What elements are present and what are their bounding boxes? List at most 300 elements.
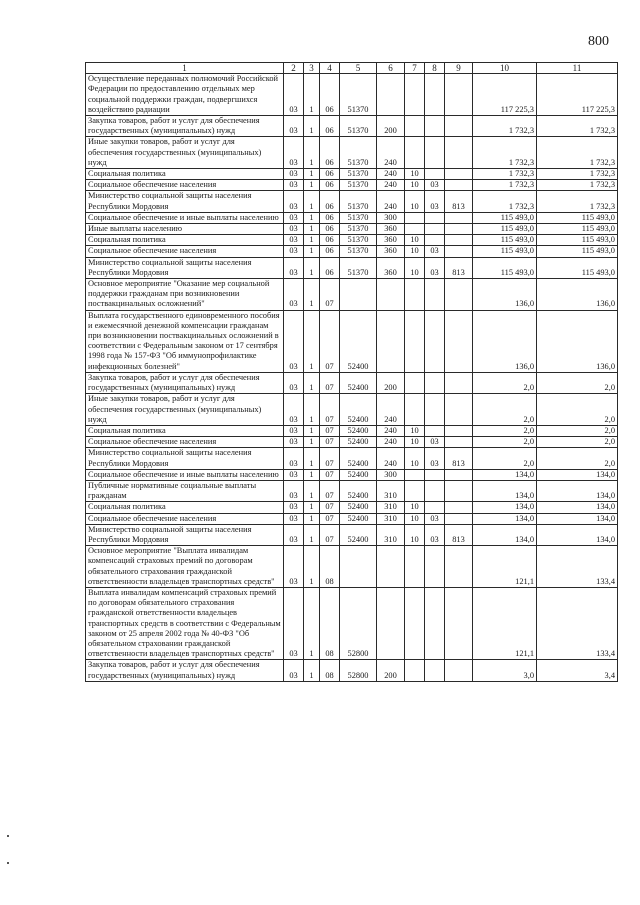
cell-col5: 52400 xyxy=(340,469,377,480)
table-row xyxy=(86,191,618,212)
cell-col2: 03 xyxy=(284,502,304,513)
cell-col6: 240 xyxy=(377,448,405,469)
cell-col9 xyxy=(445,180,473,191)
cell-col11: 134,0 xyxy=(537,524,618,545)
cell-col4: 07 xyxy=(320,480,340,501)
cell-col5: 51370 xyxy=(340,74,377,116)
cell-name: Закупка товаров, работ и услуг для обеспечения государственных (муниципальных) нужд xyxy=(86,372,284,393)
cell-col7: 10 xyxy=(405,169,425,180)
cell-col4: 07 xyxy=(320,394,340,426)
header-cell-10: 10 xyxy=(473,63,537,74)
cell-col3: 1 xyxy=(304,513,320,524)
cell-col10: 115 493,0 xyxy=(473,257,537,278)
table-row xyxy=(86,310,618,372)
cell-col9 xyxy=(445,74,473,116)
cell-col4: 07 xyxy=(320,448,340,469)
header-cell-3: 3 xyxy=(304,63,320,74)
cell-col3: 1 xyxy=(304,448,320,469)
cell-col11: 134,0 xyxy=(537,469,618,480)
cell-col5: 51370 xyxy=(340,191,377,212)
cell-col11: 117 225,3 xyxy=(537,74,618,116)
table-row xyxy=(86,513,618,524)
cell-col6: 240 xyxy=(377,180,405,191)
cell-col4: 07 xyxy=(320,310,340,372)
cell-col11: 115 493,0 xyxy=(537,246,618,257)
cell-col11: 115 493,0 xyxy=(537,212,618,223)
cell-col11: 133,4 xyxy=(537,587,618,659)
cell-col5: 52400 xyxy=(340,502,377,513)
cell-col11: 1 732,3 xyxy=(537,137,618,169)
cell-name: Социальная политика xyxy=(86,235,284,246)
cell-col6 xyxy=(377,74,405,116)
cell-col2: 03 xyxy=(284,372,304,393)
table-row xyxy=(86,372,618,393)
cell-col7 xyxy=(405,212,425,223)
cell-col9 xyxy=(445,212,473,223)
cell-col3: 1 xyxy=(304,180,320,191)
cell-col7 xyxy=(405,546,425,588)
cell-col8 xyxy=(425,235,445,246)
cell-col10: 117 225,3 xyxy=(473,74,537,116)
budget-table xyxy=(85,62,618,682)
cell-col11: 2,0 xyxy=(537,425,618,436)
cell-col2: 03 xyxy=(284,587,304,659)
cell-col4: 08 xyxy=(320,660,340,681)
cell-col4: 06 xyxy=(320,246,340,257)
cell-col6: 300 xyxy=(377,212,405,223)
cell-col10: 1 732,3 xyxy=(473,180,537,191)
cell-col5: 52400 xyxy=(340,372,377,393)
cell-col6: 240 xyxy=(377,437,405,448)
cell-name: Иные закупки товаров, работ и услуг для обеспечения государственных (муниципальных) нужд xyxy=(86,137,284,169)
cell-col8: 03 xyxy=(425,246,445,257)
cell-col11: 2,0 xyxy=(537,372,618,393)
cell-name: Социальная политика xyxy=(86,169,284,180)
header-cell-4: 4 xyxy=(320,63,340,74)
cell-col2: 03 xyxy=(284,169,304,180)
cell-col6: 200 xyxy=(377,116,405,137)
cell-col11: 1 732,3 xyxy=(537,191,618,212)
cell-col7 xyxy=(405,137,425,169)
header-cell-5: 5 xyxy=(340,63,377,74)
table-row xyxy=(86,448,618,469)
cell-col2: 03 xyxy=(284,257,304,278)
cell-col10: 2,0 xyxy=(473,394,537,426)
cell-col3: 1 xyxy=(304,74,320,116)
cell-col4: 08 xyxy=(320,587,340,659)
cell-col3: 1 xyxy=(304,469,320,480)
cell-col7 xyxy=(405,394,425,426)
cell-col9 xyxy=(445,587,473,659)
cell-name: Иные выплаты населению xyxy=(86,224,284,235)
cell-name: Социальная политика xyxy=(86,425,284,436)
cell-col7: 10 xyxy=(405,180,425,191)
scan-mark xyxy=(7,862,9,864)
cell-col3: 1 xyxy=(304,480,320,501)
cell-col8: 03 xyxy=(425,513,445,524)
cell-col11: 134,0 xyxy=(537,513,618,524)
cell-col4: 06 xyxy=(320,212,340,223)
cell-col8 xyxy=(425,660,445,681)
cell-col5: 52400 xyxy=(340,448,377,469)
table-row xyxy=(86,137,618,169)
cell-name: Социальное обеспечение населения xyxy=(86,513,284,524)
cell-col10: 134,0 xyxy=(473,480,537,501)
cell-col4: 06 xyxy=(320,191,340,212)
cell-name: Основное мероприятие "Выплата инвалидам компенсаций страховых премий по договорам обязательного страхования гражданской ответственности владельцев транспортных средств" xyxy=(86,546,284,588)
cell-col10: 136,0 xyxy=(473,279,537,311)
cell-col3: 1 xyxy=(304,235,320,246)
cell-name: Министерство социальной защиты населения Республики Мордовия xyxy=(86,257,284,278)
cell-col11: 1 732,3 xyxy=(537,116,618,137)
cell-col4: 07 xyxy=(320,437,340,448)
cell-col7: 10 xyxy=(405,235,425,246)
cell-name: Основное мероприятие "Оказание мер социальной поддержки гражданам при возникновении поствакцинальных осложнений" xyxy=(86,279,284,311)
cell-col10: 3,0 xyxy=(473,660,537,681)
cell-col10: 121,1 xyxy=(473,546,537,588)
cell-col6 xyxy=(377,587,405,659)
cell-col8 xyxy=(425,469,445,480)
cell-col3: 1 xyxy=(304,257,320,278)
table-row xyxy=(86,235,618,246)
header-cell-11: 11 xyxy=(537,63,618,74)
cell-col3: 1 xyxy=(304,394,320,426)
cell-col7 xyxy=(405,469,425,480)
cell-col8 xyxy=(425,425,445,436)
cell-col2: 03 xyxy=(284,279,304,311)
cell-col3: 1 xyxy=(304,191,320,212)
cell-col3: 1 xyxy=(304,524,320,545)
header-cell-2: 2 xyxy=(284,63,304,74)
cell-col5: 52400 xyxy=(340,480,377,501)
cell-name: Социальное обеспечение населения xyxy=(86,246,284,257)
cell-col9 xyxy=(445,279,473,311)
cell-col6: 240 xyxy=(377,169,405,180)
cell-col2: 03 xyxy=(284,212,304,223)
table-row xyxy=(86,480,618,501)
cell-col4: 06 xyxy=(320,137,340,169)
cell-col9 xyxy=(445,169,473,180)
cell-name: Публичные нормативные социальные выплаты гражданам xyxy=(86,480,284,501)
cell-col7 xyxy=(405,587,425,659)
cell-col9 xyxy=(445,425,473,436)
cell-col11: 3,4 xyxy=(537,660,618,681)
cell-col7: 10 xyxy=(405,502,425,513)
cell-col8 xyxy=(425,116,445,137)
table-row xyxy=(86,425,618,436)
cell-name: Осуществление переданных полномочий Российской Федерации по предоставлению отдельных мер социальной поддержки граждан, подвергшихся воздействию радиации xyxy=(86,74,284,116)
cell-col3: 1 xyxy=(304,137,320,169)
cell-col4: 08 xyxy=(320,546,340,588)
scan-mark xyxy=(7,835,9,837)
cell-col6: 240 xyxy=(377,191,405,212)
cell-col2: 03 xyxy=(284,191,304,212)
cell-col5: 52400 xyxy=(340,425,377,436)
cell-col7: 10 xyxy=(405,524,425,545)
cell-col8 xyxy=(425,169,445,180)
cell-col6 xyxy=(377,546,405,588)
cell-col2: 03 xyxy=(284,448,304,469)
cell-col11: 136,0 xyxy=(537,310,618,372)
cell-col9 xyxy=(445,224,473,235)
table-row xyxy=(86,224,618,235)
table-row xyxy=(86,469,618,480)
cell-col8 xyxy=(425,224,445,235)
cell-col9 xyxy=(445,310,473,372)
cell-col5: 52800 xyxy=(340,660,377,681)
table-row xyxy=(86,246,618,257)
cell-col6: 240 xyxy=(377,394,405,426)
cell-col2: 03 xyxy=(284,224,304,235)
cell-col3: 1 xyxy=(304,116,320,137)
cell-col8 xyxy=(425,372,445,393)
cell-col4: 07 xyxy=(320,279,340,311)
cell-col11: 133,4 xyxy=(537,546,618,588)
cell-col6: 310 xyxy=(377,513,405,524)
cell-col5 xyxy=(340,279,377,311)
cell-col8 xyxy=(425,502,445,513)
cell-col5: 51370 xyxy=(340,224,377,235)
cell-col5: 52400 xyxy=(340,524,377,545)
cell-col9 xyxy=(445,235,473,246)
cell-col2: 03 xyxy=(284,524,304,545)
cell-col8 xyxy=(425,546,445,588)
cell-col10: 2,0 xyxy=(473,437,537,448)
cell-col9 xyxy=(445,246,473,257)
header-cell-8: 8 xyxy=(425,63,445,74)
header-cell-9: 9 xyxy=(445,63,473,74)
cell-col9 xyxy=(445,394,473,426)
cell-name: Выплата государственного единовременного пособия и ежемесячной денежной компенсации гражданам при возникновении поствакцинальных осложнений в соответствии с Федеральным законом от 17 сентября 1998 года № 157-ФЗ "Об иммунопрофилактике инфекционных болезней" xyxy=(86,310,284,372)
cell-col6: 200 xyxy=(377,372,405,393)
cell-col8 xyxy=(425,394,445,426)
cell-col9 xyxy=(445,116,473,137)
cell-col6: 240 xyxy=(377,425,405,436)
cell-col3: 1 xyxy=(304,372,320,393)
cell-name: Выплата инвалидам компенсаций страховых премий по договорам обязательного страхования гражданской ответственности владельцев транспортных средств в соответствии с Федеральным законом от 25 апреля 2002 года № 40-ФЗ "Об обязательном страховании гражданской ответственности владельцев транспортных средств" xyxy=(86,587,284,659)
cell-name: Министерство социальной защиты населения Республики Мордовия xyxy=(86,524,284,545)
cell-col10: 1 732,3 xyxy=(473,116,537,137)
cell-col10: 134,0 xyxy=(473,502,537,513)
cell-col8: 03 xyxy=(425,524,445,545)
cell-col10: 134,0 xyxy=(473,524,537,545)
cell-col3: 1 xyxy=(304,502,320,513)
header-row xyxy=(86,63,618,74)
table-row xyxy=(86,394,618,426)
cell-col7 xyxy=(405,480,425,501)
cell-col4: 07 xyxy=(320,524,340,545)
table-row xyxy=(86,502,618,513)
cell-col10: 121,1 xyxy=(473,587,537,659)
cell-col11: 2,0 xyxy=(537,448,618,469)
cell-col4: 06 xyxy=(320,235,340,246)
cell-col7: 10 xyxy=(405,191,425,212)
cell-col2: 03 xyxy=(284,546,304,588)
cell-col7 xyxy=(405,372,425,393)
cell-col2: 03 xyxy=(284,660,304,681)
table-row xyxy=(86,212,618,223)
cell-col7: 10 xyxy=(405,513,425,524)
cell-col11: 1 732,3 xyxy=(537,180,618,191)
cell-col2: 03 xyxy=(284,116,304,137)
cell-col3: 1 xyxy=(304,169,320,180)
cell-col6: 300 xyxy=(377,469,405,480)
cell-col9: 813 xyxy=(445,191,473,212)
cell-col3: 1 xyxy=(304,310,320,372)
cell-col4: 07 xyxy=(320,469,340,480)
cell-col7: 10 xyxy=(405,448,425,469)
cell-col9 xyxy=(445,469,473,480)
cell-col8: 03 xyxy=(425,191,445,212)
cell-col10: 1 732,3 xyxy=(473,191,537,212)
cell-col6: 360 xyxy=(377,246,405,257)
table-row xyxy=(86,546,618,588)
table-row xyxy=(86,74,618,116)
cell-name: Министерство социальной защиты населения Республики Мордовия xyxy=(86,448,284,469)
cell-col6: 360 xyxy=(377,235,405,246)
cell-col7 xyxy=(405,74,425,116)
cell-col5: 52400 xyxy=(340,394,377,426)
cell-col7 xyxy=(405,116,425,137)
cell-col7 xyxy=(405,279,425,311)
cell-col3: 1 xyxy=(304,660,320,681)
cell-col8 xyxy=(425,480,445,501)
cell-col5: 51370 xyxy=(340,212,377,223)
cell-col10: 2,0 xyxy=(473,448,537,469)
cell-col4: 07 xyxy=(320,372,340,393)
cell-name: Министерство социальной защиты населения Республики Мордовия xyxy=(86,191,284,212)
cell-col3: 1 xyxy=(304,279,320,311)
cell-col5: 51370 xyxy=(340,169,377,180)
cell-col11: 136,0 xyxy=(537,279,618,311)
cell-col8 xyxy=(425,279,445,311)
table-row xyxy=(86,257,618,278)
cell-col2: 03 xyxy=(284,425,304,436)
cell-col5: 51370 xyxy=(340,137,377,169)
cell-col5: 51370 xyxy=(340,257,377,278)
table-row xyxy=(86,116,618,137)
cell-col3: 1 xyxy=(304,425,320,436)
cell-col5: 51370 xyxy=(340,116,377,137)
cell-col9 xyxy=(445,502,473,513)
cell-col4: 06 xyxy=(320,116,340,137)
cell-col4: 06 xyxy=(320,224,340,235)
cell-name: Социальное обеспечение и иные выплаты населению xyxy=(86,469,284,480)
cell-col4: 06 xyxy=(320,257,340,278)
cell-col8 xyxy=(425,212,445,223)
cell-col2: 03 xyxy=(284,246,304,257)
cell-name: Социальное обеспечение населения xyxy=(86,437,284,448)
cell-col6: 360 xyxy=(377,224,405,235)
header-cell-1: 1 xyxy=(86,63,284,74)
cell-col2: 03 xyxy=(284,480,304,501)
cell-col4: 07 xyxy=(320,425,340,436)
cell-col5: 52400 xyxy=(340,310,377,372)
cell-col7 xyxy=(405,224,425,235)
cell-col9: 813 xyxy=(445,524,473,545)
cell-col10: 134,0 xyxy=(473,513,537,524)
cell-col9 xyxy=(445,546,473,588)
cell-name: Социальное обеспечение и иные выплаты населению xyxy=(86,212,284,223)
cell-col11: 115 493,0 xyxy=(537,235,618,246)
cell-col11: 134,0 xyxy=(537,480,618,501)
cell-col9: 813 xyxy=(445,448,473,469)
cell-col8: 03 xyxy=(425,448,445,469)
cell-col2: 03 xyxy=(284,180,304,191)
cell-col5 xyxy=(340,546,377,588)
cell-col5: 52400 xyxy=(340,513,377,524)
cell-col10: 115 493,0 xyxy=(473,235,537,246)
cell-col11: 2,0 xyxy=(537,394,618,426)
cell-col10: 134,0 xyxy=(473,469,537,480)
cell-col8: 03 xyxy=(425,437,445,448)
cell-col7: 10 xyxy=(405,246,425,257)
cell-col9 xyxy=(445,480,473,501)
table-row xyxy=(86,587,618,659)
cell-col6: 310 xyxy=(377,502,405,513)
cell-col10: 115 493,0 xyxy=(473,246,537,257)
cell-col5: 52800 xyxy=(340,587,377,659)
cell-col9 xyxy=(445,372,473,393)
cell-name: Иные закупки товаров, работ и услуг для обеспечения государственных (муниципальных) нужд xyxy=(86,394,284,426)
cell-col2: 03 xyxy=(284,469,304,480)
cell-col2: 03 xyxy=(284,394,304,426)
cell-col10: 2,0 xyxy=(473,425,537,436)
cell-col11: 115 493,0 xyxy=(537,257,618,278)
cell-col6: 240 xyxy=(377,137,405,169)
cell-name: Закупка товаров, работ и услуг для обеспечения государственных (муниципальных) нужд xyxy=(86,116,284,137)
cell-col7 xyxy=(405,660,425,681)
cell-col6 xyxy=(377,310,405,372)
cell-col3: 1 xyxy=(304,546,320,588)
cell-col6: 310 xyxy=(377,524,405,545)
cell-col9 xyxy=(445,437,473,448)
cell-col9 xyxy=(445,137,473,169)
cell-col11: 134,0 xyxy=(537,502,618,513)
cell-name: Социальное обеспечение населения xyxy=(86,180,284,191)
cell-col5: 51370 xyxy=(340,246,377,257)
cell-col4: 07 xyxy=(320,513,340,524)
cell-col11: 1 732,3 xyxy=(537,169,618,180)
cell-col4: 06 xyxy=(320,180,340,191)
cell-col10: 115 493,0 xyxy=(473,212,537,223)
cell-col10: 1 732,3 xyxy=(473,169,537,180)
cell-col4: 07 xyxy=(320,502,340,513)
cell-col8: 03 xyxy=(425,257,445,278)
cell-col5: 51370 xyxy=(340,180,377,191)
cell-col8 xyxy=(425,137,445,169)
table-row xyxy=(86,660,618,681)
cell-col2: 03 xyxy=(284,437,304,448)
cell-col7: 10 xyxy=(405,437,425,448)
cell-col8 xyxy=(425,74,445,116)
cell-col8: 03 xyxy=(425,180,445,191)
cell-name: Закупка товаров, работ и услуг для обеспечения государственных (муниципальных) нужд xyxy=(86,660,284,681)
cell-col6: 310 xyxy=(377,480,405,501)
table-row xyxy=(86,279,618,311)
cell-col7: 10 xyxy=(405,257,425,278)
cell-col6: 200 xyxy=(377,660,405,681)
cell-col10: 2,0 xyxy=(473,372,537,393)
cell-col2: 03 xyxy=(284,513,304,524)
cell-col10: 1 732,3 xyxy=(473,137,537,169)
cell-col7: 10 xyxy=(405,425,425,436)
cell-col6: 360 xyxy=(377,257,405,278)
cell-col6 xyxy=(377,279,405,311)
header-cell-6: 6 xyxy=(377,63,405,74)
cell-col2: 03 xyxy=(284,310,304,372)
cell-col3: 1 xyxy=(304,587,320,659)
